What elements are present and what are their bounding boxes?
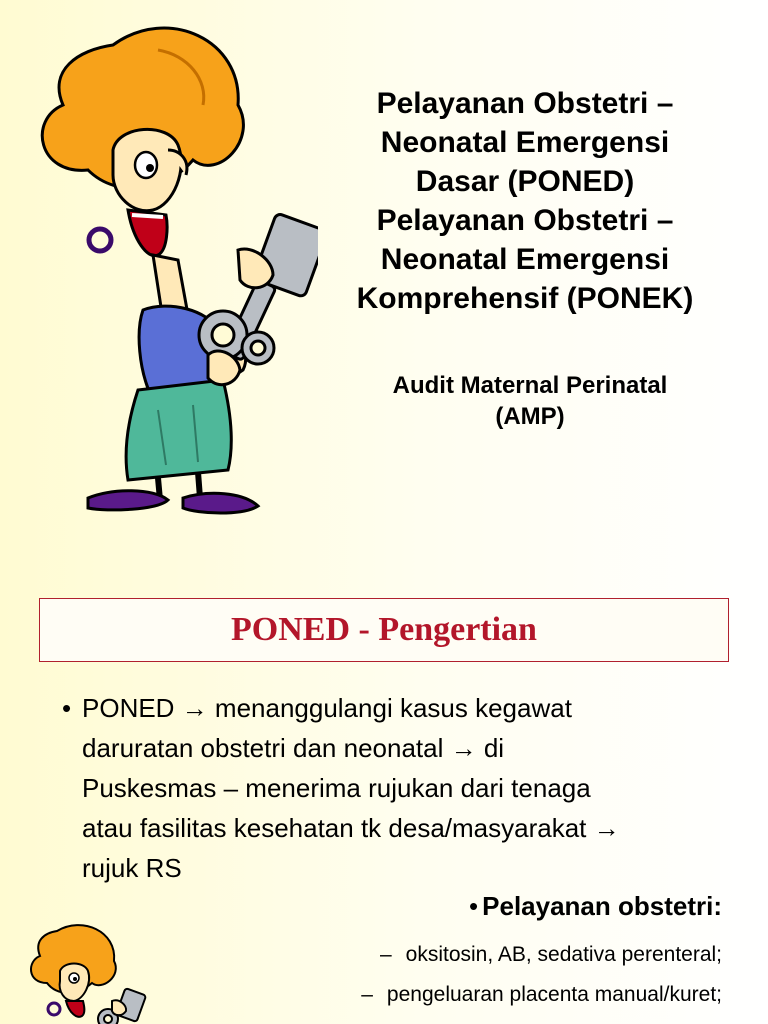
sub-heading-pelayanan-obstetri <box>469 891 722 922</box>
dash-marker: – <box>379 943 392 966</box>
title-line: Dasar (PONED) <box>415 165 635 198</box>
title-line: Pelayanan Obstetri – <box>376 87 674 120</box>
slide-1-subtitle <box>340 370 720 432</box>
slide-2-heading: PONED - Pengertian <box>231 611 537 648</box>
sub-heading-text: Pelayanan obstetri: <box>482 891 722 921</box>
title-line: Komprehensif (PONEK) <box>356 282 694 315</box>
dash-marker: – <box>361 983 373 1006</box>
bullet-text: PONED → menanggulangi kasus kegawat <box>82 693 572 723</box>
sub-item-text: pengeluaran placenta manual/kuret; <box>386 983 722 1006</box>
sub-item-text: oksitosin, AB, sedativa perenteral; <box>405 943 722 966</box>
slide-2 <box>0 576 768 1024</box>
subtitle-line: (AMP) <box>495 403 565 430</box>
bullet-dot: • <box>62 693 72 723</box>
bullet-line: daruratan obstetri dan neonatal → di <box>82 733 505 763</box>
title-line: Pelayanan Obstetri – <box>376 204 674 237</box>
bullet-line <box>62 688 742 728</box>
bullet-line: atau fasilitas kesehatan tk desa/masyarakat → <box>82 813 620 843</box>
bullet-line: Puskesmas – menerima rujukan dari tenaga <box>82 773 591 803</box>
sub-item <box>361 983 722 1007</box>
small-cartoon-woman-illustration <box>22 921 152 1024</box>
cartoon-woman-key-illustration <box>18 10 318 520</box>
bullet-line: rujuk RS <box>82 853 182 883</box>
title-line: Neonatal Emergensi <box>380 126 670 159</box>
sub-item <box>380 943 722 967</box>
subtitle-line: Audit Maternal Perinatal <box>392 372 668 399</box>
title-line: Neonatal Emergensi <box>380 243 670 276</box>
bullet-paragraph <box>62 688 742 888</box>
slide-1-title <box>320 84 730 318</box>
slide-2-heading-box <box>39 598 729 662</box>
bullet-dot: • <box>469 891 479 921</box>
